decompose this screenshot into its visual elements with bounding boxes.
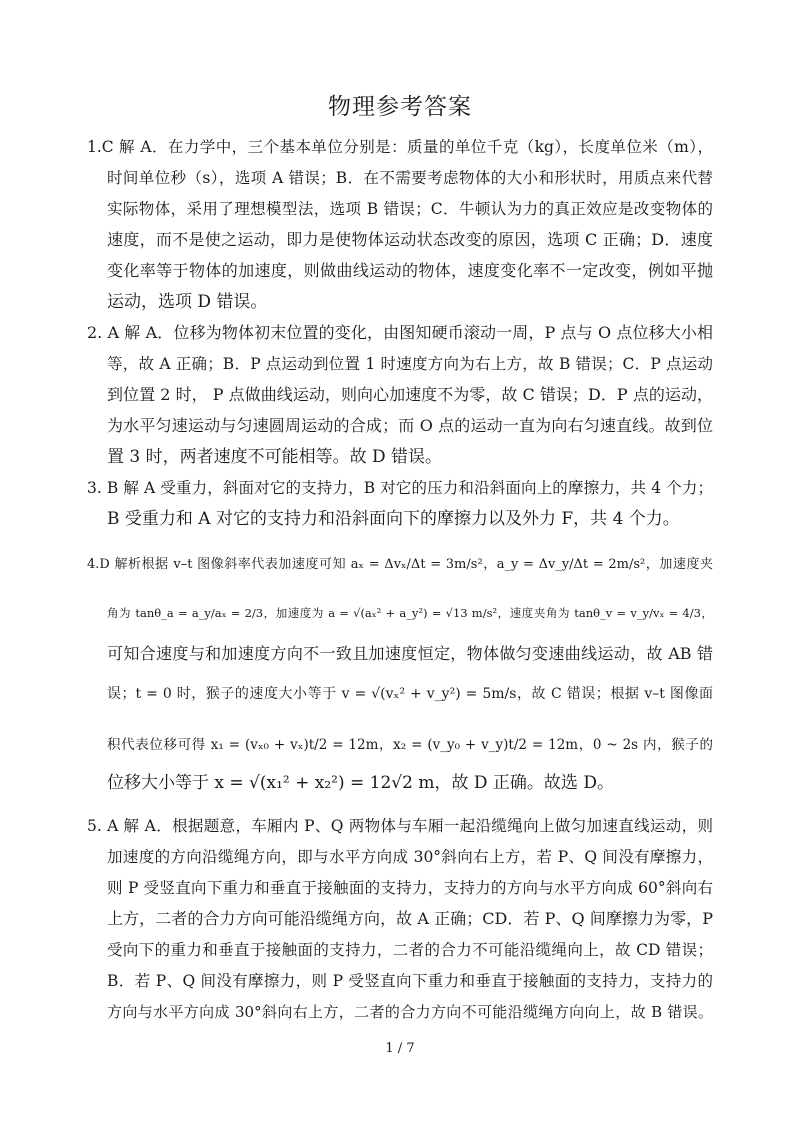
answer-4-line-5: 积代表位移可得 x₁ = (vₓ₀ + vₓ)t/2 = 12m，x₂ = (v_y₀ + v_y)t/2 = 12m，0 ~ 2s 内，猴子的 [107,737,713,753]
answer-5-line-6: B．若 P、Q 间没有摩擦力，则 P 受竖直向下重力和垂直于接触面的支持力，支持力的 [107,972,713,990]
answer-1-line-3: 实际物体，采用了理想模型法，选项 B 错误；C．牛顿认为力的真正效应是改变物体的 [107,200,713,218]
answer-4-line-1: 4.D 解析根据 v–t 图像斜率代表加速度可知 aₓ = Δvₓ/Δt = 3m/s²，a_y = Δv_y/Δt = 2m/s²，加速度夹 [87,557,713,572]
answer-1-line-4: 速度，而不是使之运动，即力是使物体运动状态改变的原因，选项 C 正确；D．速度 [107,230,713,249]
answer-1-line-5: 变化率等于物体的加速度，则做曲线运动的物体，速度变化率不一定改变，例如平抛 [107,261,713,280]
answer-2-line-1: 2. A 解 A．位移为物体初末位置的变化，由图知硬币滚动一周，P 点与 O 点位移大小相 [87,323,713,342]
answer-5-line-1: 5. A 解 A．根据题意，车厢内 P、Q 两物体与车厢一起沿缆绳向上做匀加速直线运动，则 [87,817,713,835]
answer-5-line-7: 方向与水平方向成 30°斜向右上方，二者的合力方向不可能沿缆绳方向向上，故 B 错误。 [107,1003,713,1021]
answer-2-line-5: 置 3 时，两者速度不可能相等。故 D 错误。 [107,447,443,467]
answer-1-line-6: 运动，选项 D 错误。 [107,292,268,312]
answer-4-line-6: 位移大小等于 x = √(x₁² + x₂²) = 12√2 m，故 D 正确。故选 D。 [107,773,614,793]
answer-5-line-3: 则 P 受竖直向下重力和垂直于接触面的支持力，支持力的方向与水平方向成 60°斜向右 [107,879,713,897]
answer-1-line-1: 1.C 解 A．在力学中，三个基本单位分别是：质量的单位千克（kg），长度单位米（m）， [87,138,713,156]
answer-4-line-4: 误；t = 0 时，猴子的速度大小等于 v = √(vₓ² + v_y²) = 5m/s，故 C 错误；根据 v–t 图像面 [107,686,713,702]
answer-4-line-3: 可知合速度与和加速度方向不一致且加速度恒定，物体做匀变速曲线运动，故 AB 错 [107,644,713,663]
answer-3-line-2: B 受重力和 A 对它的支持力和沿斜面向下的摩擦力以及外力 F，共 4 个力。 [107,509,680,529]
page-number: 1 / 7 [385,1041,415,1056]
page-title: 物理参考答案 [328,94,472,120]
answer-2-line-2: 等，故 A 正确；B．P 点运动到位置 1 时速度方向为右上方，故 B 错误；C．P 点运动 [107,355,713,373]
answer-5-line-2: 加速度的方向沿缆绳方向，即与水平方向成 30°斜向右上方，若 P、Q 间没有摩擦力， [107,848,713,866]
answer-3-line-1: 3. B 解 A 受重力，斜面对它的支持力，B 对它的压力和沿斜面向上的摩擦力，共 4 个力； [87,479,713,497]
answer-4-line-2: 角为 tanθ_a = a_y/aₓ = 2/3，加速度为 a = √(aₓ² + a_y²) = √13 m/s²，速度夹角为 tanθ_v = v_y/vₓ = 4/3， [107,606,713,620]
answer-2-line-3: 到位置 2 时， P 点做曲线运动，则向心加速度不为零，故 C 错误；D．P 点的运动， [107,385,713,404]
answer-1-line-2: 时间单位秒（s），选项 A 错误；B．在不需要考虑物体的大小和形状时，用质点来代替 [107,169,713,187]
answer-5-line-5: 受向下的重力和垂直于接触面的支持力，二者的合力不可能沿缆绳向上，故 CD 错误； [107,941,713,959]
answer-2-line-4: 为水平匀速运动与匀速圆周运动的合成；而 O 点的运动一直为向右匀速直线。故到位 [107,416,713,435]
answer-5-line-4: 上方，二者的合力方向可能沿缆绳方向，故 A 正确；CD．若 P、Q 间摩擦力为零，P [107,909,713,928]
